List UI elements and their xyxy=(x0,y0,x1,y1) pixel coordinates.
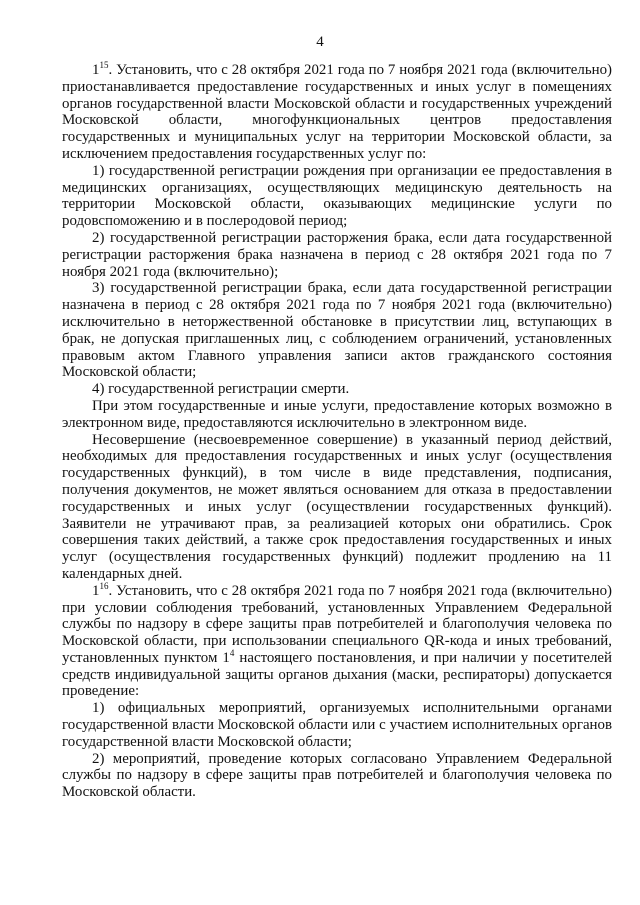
paragraph-1-16 xyxy=(62,580,612,701)
paragraph-non-performance: Несовершение (несвоевременное совершение) в указанный период действий, необходимых для предоставления государственных и иных услуг (осуществления государственных функций), в том числе в виде представления, подписания, получения документов, не может являться основанием для отказа в предоставлении государственных и иных услуг (осуществлении государственных функций). Заявители не утрачивают прав, за реализацией которых они обратились. Срок совершения таких действий, а также срок предоставления государственных и иных услуг (осуществления государственных функций) подлежит продлению на 11 календарных дней. xyxy=(62,431,612,582)
document-body xyxy=(62,62,612,801)
item-number-superscript: 15 xyxy=(99,60,109,70)
paragraph-subitem-4: 4) государственной регистрации смерти. xyxy=(92,381,350,398)
reference-superscript: 4 xyxy=(229,647,235,658)
paragraph-electronic-services: При этом государственные и иные услуги, предоставление которых возможно в электронном виде, предоставляются исключительно в электронном виде. xyxy=(62,397,612,431)
reference-number: 1 xyxy=(222,649,230,666)
paragraph-text: . Установить, что с 28 октября 2021 года по 7 ноября 2021 года (включительно) приостанавливается предоставление государственных и иных услуг в помещениях органов государственной власти Московской области и государственных учреждений Московской области, многофункциональных центров предоставления государственных и муниципальных услуг на территории Московской области, за исключением предоставления государственных услуг по: xyxy=(62,62,612,162)
page-number: 4 xyxy=(316,34,324,50)
paragraph-text-continued: настоящего постановления, и при наличии у посетителей средств индивидуальной защиты органов дыхания (маски, респираторы) допускается проведение: xyxy=(62,649,612,700)
paragraph-subitem-3: 3) государственной регистрации брака, если дата государственной регистрации назначена в период с 28 октября 2021 года по 7 ноября 2021 года (включительно) исключительно в неторжественной обстановке в присутствии лиц, вступающих в брак, не допуская приглашенных лиц, с соблюдением ограничений, установленных правовым актом Главного управления записи актов гражданского состояния Московской области; xyxy=(62,280,612,381)
paragraph-subitem-1: 1) государственной регистрации рождения при организации ее предоставления в медицинских организациях, осуществляющих медицинскую деятельность на территории Московской области, оказывающих медицинские услуги по родовспоможению и в послеродовой период; xyxy=(62,162,612,230)
item-number: 1 xyxy=(92,62,100,78)
paragraph-event-2: 2) мероприятий, проведение которых согласовано Управлением Федеральной службы по надзору в сфере защиты прав потребителей и благополучия человека по Московской области. xyxy=(62,750,612,801)
item-number-superscript: 16 xyxy=(99,580,109,591)
item-number: 1 xyxy=(92,582,100,599)
paragraph-text: . Установить, что с 28 октября 2021 года по 7 ноября 2021 года (включительно) при условии соблюдения требований, установленных Управлением Федеральной службы по надзору в сфере защиты прав потребителей и благополучия человека по Московской области, при использовании специального QR-кода и иных требований, установленных пунктом xyxy=(62,582,612,666)
paragraph-event-1: 1) официальных мероприятий, организуемых исполнительными органами государственной власти Московской области или с участием исполнительных органов государственной власти Московской области; xyxy=(62,700,612,750)
paragraph-1-15 xyxy=(62,62,612,163)
paragraph-subitem-2: 2) государственной регистрации расторжения брака, если дата государственной регистрации расторжения брака назначена в период с 28 октября 2021 года по 7 ноября 2021 года (включительно); xyxy=(62,229,612,280)
